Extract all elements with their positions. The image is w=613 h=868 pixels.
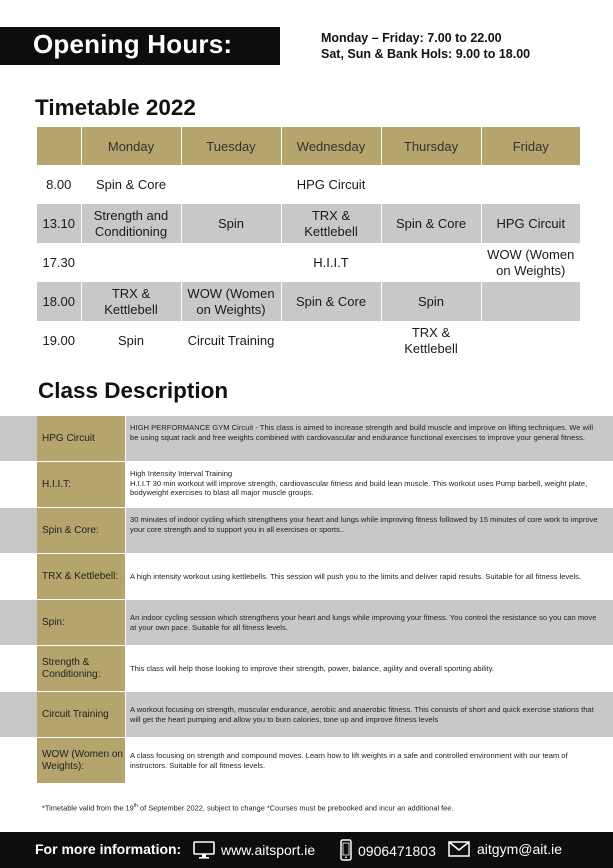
class-text: High Intensity Interval Training H.I.I.T 30 min workout will improve strength, cardiovascular fitness and build lean muscle. This workout uses Pump barbell, weight plate, bodyweight exercises to blast all major muscle groups.: [130, 469, 588, 498]
class-text: A high intensity workout using kettlebells. This session will push you to the limits and deliver rapid results. Suitable for all fitness levels.: [130, 571, 582, 581]
class-cell: [381, 243, 481, 282]
class-label: Circuit Training: [37, 692, 125, 737]
day-header: Monday: [81, 127, 181, 165]
table-row: [37, 165, 580, 204]
class-description-row: [37, 646, 613, 691]
opening-hours-times: [321, 30, 530, 62]
weekend-hours: Sat, Sun & Bank Hols: 9.00 to 18.00: [321, 47, 531, 61]
class-cell: [481, 282, 580, 321]
table-row: [37, 243, 580, 282]
class-cell: Spin: [81, 321, 181, 360]
envelope-icon: [448, 841, 470, 857]
class-description-row: [37, 600, 613, 645]
table-row: [37, 321, 580, 360]
class-text: A workout focusing on strength, muscular endurance, aerobic and anaerobic fitness. This consists of short and quick exercise stations that will get the heart pumping and allow you to burn calories, tone up and improve fitness levels: [126, 692, 613, 737]
class-cell: WOW (Women on Weights): [487, 246, 575, 278]
phone-number[interactable]: 0906471803: [358, 843, 436, 859]
class-description-row: [37, 508, 613, 553]
class-label: HPG Circuit: [37, 416, 125, 461]
class-description-row: [37, 554, 613, 599]
class-description-row: [37, 738, 613, 783]
class-label: TRX & Kettlebell:: [37, 554, 125, 599]
class-cell: H.I.I.T: [281, 243, 381, 282]
day-header: Friday: [481, 127, 580, 165]
day-header: Thursday: [381, 127, 481, 165]
class-cell: TRX & Kettlebell: [381, 321, 481, 360]
class-description-row: [37, 692, 613, 737]
timetable-header-row: [37, 127, 580, 165]
table-row: [37, 282, 580, 321]
class-cell: [281, 321, 381, 360]
class-cell: WOW (Women on Weights): [181, 282, 281, 321]
class-cell: Spin: [381, 282, 481, 321]
class-label: WOW (Women on Weights):: [37, 738, 125, 783]
class-cell: [181, 165, 281, 204]
class-cell: [181, 243, 281, 282]
timetable: [37, 127, 580, 360]
footer-email[interactable]: [448, 841, 562, 857]
table-row: [37, 204, 580, 243]
timetable-title: Timetable 2022: [35, 95, 196, 120]
footer-lead: For more information:: [35, 841, 182, 857]
time-cell: 19.00: [37, 321, 81, 360]
class-cell: Strength and Conditioning: [81, 204, 181, 243]
time-cell: 8.00: [37, 165, 81, 204]
class-cell: TRX & Kettlebell: [81, 282, 181, 321]
time-column-header: [37, 127, 81, 165]
class-cell: [81, 243, 181, 282]
class-description-row: [37, 416, 613, 461]
class-cell: Circuit Training: [181, 321, 281, 360]
class-cell: Spin: [181, 204, 281, 243]
opening-hours-banner: [0, 27, 280, 65]
time-cell: 18.00: [37, 282, 81, 321]
class-text: A class focusing on strength and compound moves. Learn how to lift weights in a safe and controlled environment with our team of instructors. Suitable for all fitness levels.: [130, 750, 568, 770]
class-cell: Spin & Core: [381, 204, 481, 243]
class-label: Strength & Conditioning:: [37, 646, 125, 691]
class-cell: Spin & Core: [281, 282, 381, 321]
class-cell: HPG Circuit: [481, 204, 580, 243]
class-cell: [381, 165, 481, 204]
class-label: Spin & Core:: [37, 508, 125, 553]
footnote: [42, 803, 453, 812]
footer-phone[interactable]: [340, 839, 436, 861]
class-label: Spin:: [37, 600, 125, 645]
time-cell: 17.30: [37, 243, 81, 282]
class-cell: [481, 321, 580, 360]
mobile-phone-icon: [340, 839, 352, 861]
class-cell: TRX & Kettlebell: [281, 204, 381, 243]
class-description-title: Class Description: [38, 378, 229, 403]
time-cell: 13.10: [37, 204, 81, 243]
footer-website[interactable]: [193, 841, 315, 859]
footnote-part1: *Timetable valid from the 19: [42, 803, 134, 813]
class-label: H.I.I.T:: [37, 462, 125, 507]
footer: [0, 832, 613, 868]
opening-hours-title: Opening Hours:: [33, 29, 233, 59]
class-description-row: [37, 462, 613, 507]
class-cell: Spin & Core: [81, 165, 181, 204]
website-link[interactable]: www.aitsport.ie: [221, 842, 316, 858]
class-text: An indoor cycling session which strengthens your heart and lungs while improving your fitness. You control the resistance so you can move at your own pace. Suitable for all fitness levels.: [126, 600, 613, 645]
class-cell: HPG Circuit: [281, 165, 381, 204]
weekday-hours: Monday – Friday: 7.00 to 22.00: [321, 31, 502, 45]
class-cell: [481, 165, 580, 204]
monitor-icon: [193, 841, 215, 859]
footnote-part2: of September 2022, subject to change *Courses must be prebooked and incur an additional fee.: [137, 803, 454, 813]
email-address[interactable]: aitgym@ait.ie: [477, 841, 563, 857]
day-header: Tuesday: [181, 127, 281, 165]
footnote-sup: th: [133, 803, 138, 809]
class-text: HIGH PERFORMANCE GYM Circuit - This class is aimed to increase strength and build muscle and improve on lifting techniques. We will be using squat rack and free weights combined with cardiovascular and endurance functional exercises to improve your general fitness.: [126, 416, 613, 461]
class-text: This class will help those looking to improve their strength, power, balance, agility and overall sporting ability.: [130, 663, 495, 673]
class-text: 30 minutes of indoor cycling which strengthens your heart and lungs while improving fitness followed by 15 minutes of core work to improve your core strength and to support you in all exercises or sports..: [126, 508, 613, 553]
day-header: Wednesday: [281, 127, 381, 165]
